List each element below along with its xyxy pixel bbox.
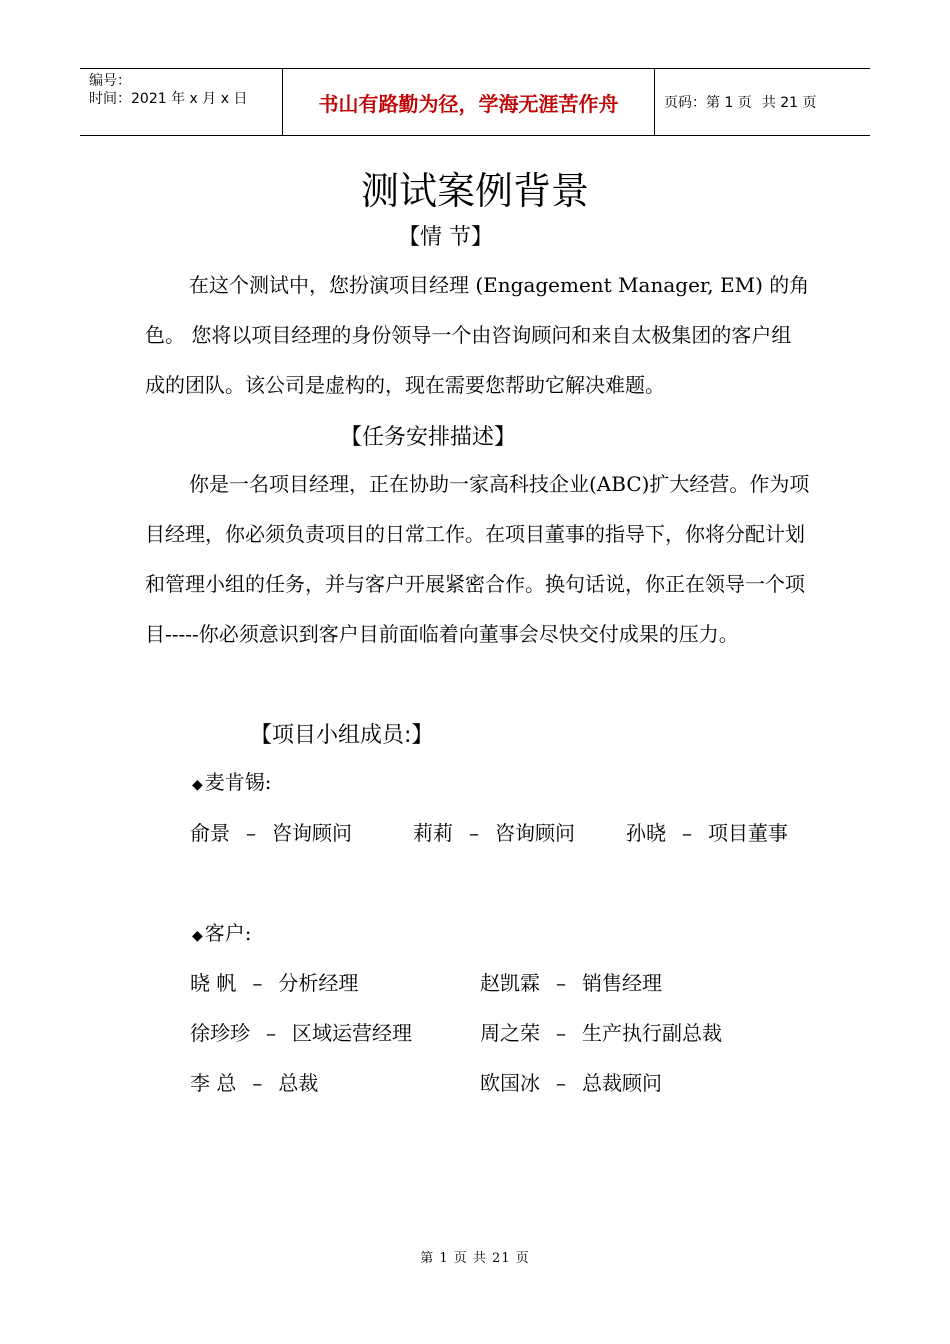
member-role: 咨询顾问 bbox=[495, 821, 575, 845]
mck-member bbox=[413, 817, 575, 846]
section-heading-team: 【项目小组成员:】 bbox=[250, 723, 434, 748]
member-name: 周之荣 bbox=[480, 1021, 540, 1045]
member-name: 莉莉 bbox=[413, 821, 453, 845]
diamond-bullet-icon: ◆ bbox=[192, 928, 203, 944]
page-header-table bbox=[80, 68, 870, 136]
client-member bbox=[480, 1067, 662, 1096]
member-dash: – bbox=[252, 971, 263, 995]
member-role: 生产执行副总裁 bbox=[582, 1021, 722, 1045]
document-title: 测试案例背景 bbox=[360, 169, 589, 213]
doc-date: 时间：2021 年 x 月 x 日 bbox=[89, 91, 248, 107]
mckinsey-label bbox=[192, 766, 272, 795]
member-name: 欧国冰 bbox=[480, 1071, 540, 1095]
header-page-total: 共 21 页 bbox=[761, 95, 817, 111]
member-dash: – bbox=[556, 1071, 566, 1095]
mck-member bbox=[626, 817, 788, 846]
member-dash: – bbox=[266, 1021, 276, 1045]
task-paragraph: 你是一名项目经理，正在协助一家高科技企业(ABC)扩大经营。作为项目经理，你必须负责项目的日常工作。在项目董事的指导下，你将分配计划和管理小组的任务，并与客户开展紧密合作。换句话说，你正在领导一个项目-----你必须意识到客户目前面临着向董事会尽快交付成果的压力。 bbox=[145, 472, 810, 646]
member-role: 区域运营经理 bbox=[292, 1021, 412, 1045]
header-page-cell bbox=[655, 69, 870, 135]
member-dash: – bbox=[252, 1071, 263, 1095]
client-member bbox=[190, 967, 358, 996]
plot-paragraph: 在这个测试中，您扮演项目经理 (Engagement Manager, EM) 的角色。 您将以项目经理的身份领导一个由咨询顾问和来自太极集团的客户组成的团队。该公司是虚构的，现在需要您帮助它解决难题。 bbox=[145, 273, 810, 397]
member-name: 晓 帆 bbox=[190, 971, 237, 995]
header-motto: 书山有路勤为径，学海无涯苦作舟 bbox=[282, 69, 655, 135]
mck-member bbox=[190, 817, 352, 846]
client-label bbox=[192, 917, 252, 946]
header-meta-cell bbox=[80, 69, 282, 135]
member-name: 李 总 bbox=[190, 1071, 237, 1095]
member-role: 总裁 bbox=[278, 1071, 319, 1095]
client-member bbox=[480, 1017, 722, 1046]
member-name: 俞景 bbox=[190, 821, 230, 845]
mckinsey-label-text: 麦肯锡: bbox=[204, 770, 272, 794]
member-dash: – bbox=[556, 1021, 566, 1045]
page-footer: 第 1 页 共 21 页 bbox=[420, 1251, 530, 1266]
member-role: 销售经理 bbox=[582, 971, 662, 995]
client-member bbox=[190, 1067, 318, 1096]
member-role: 分析经理 bbox=[278, 971, 359, 995]
member-role: 总裁顾问 bbox=[582, 1071, 662, 1095]
member-dash: – bbox=[246, 821, 256, 845]
member-name: 徐珍珍 bbox=[190, 1021, 250, 1045]
member-name: 赵凯霖 bbox=[480, 971, 540, 995]
member-role: 项目董事 bbox=[708, 821, 788, 845]
client-label-text: 客户: bbox=[204, 921, 252, 945]
member-dash: – bbox=[556, 971, 566, 995]
header-page-number: 页码：第 1 页 bbox=[664, 95, 752, 111]
section-heading-plot: 【情 节】 bbox=[398, 225, 493, 250]
client-member bbox=[190, 1017, 412, 1046]
doc-number: 编号： bbox=[89, 73, 131, 89]
member-dash: – bbox=[469, 821, 479, 845]
diamond-bullet-icon: ◆ bbox=[192, 777, 203, 793]
section-heading-task: 【任务安排描述】 bbox=[340, 425, 517, 450]
member-role: 咨询顾问 bbox=[272, 821, 352, 845]
client-member bbox=[480, 967, 662, 996]
member-dash: – bbox=[682, 821, 692, 845]
member-name: 孙晓 bbox=[626, 821, 666, 845]
